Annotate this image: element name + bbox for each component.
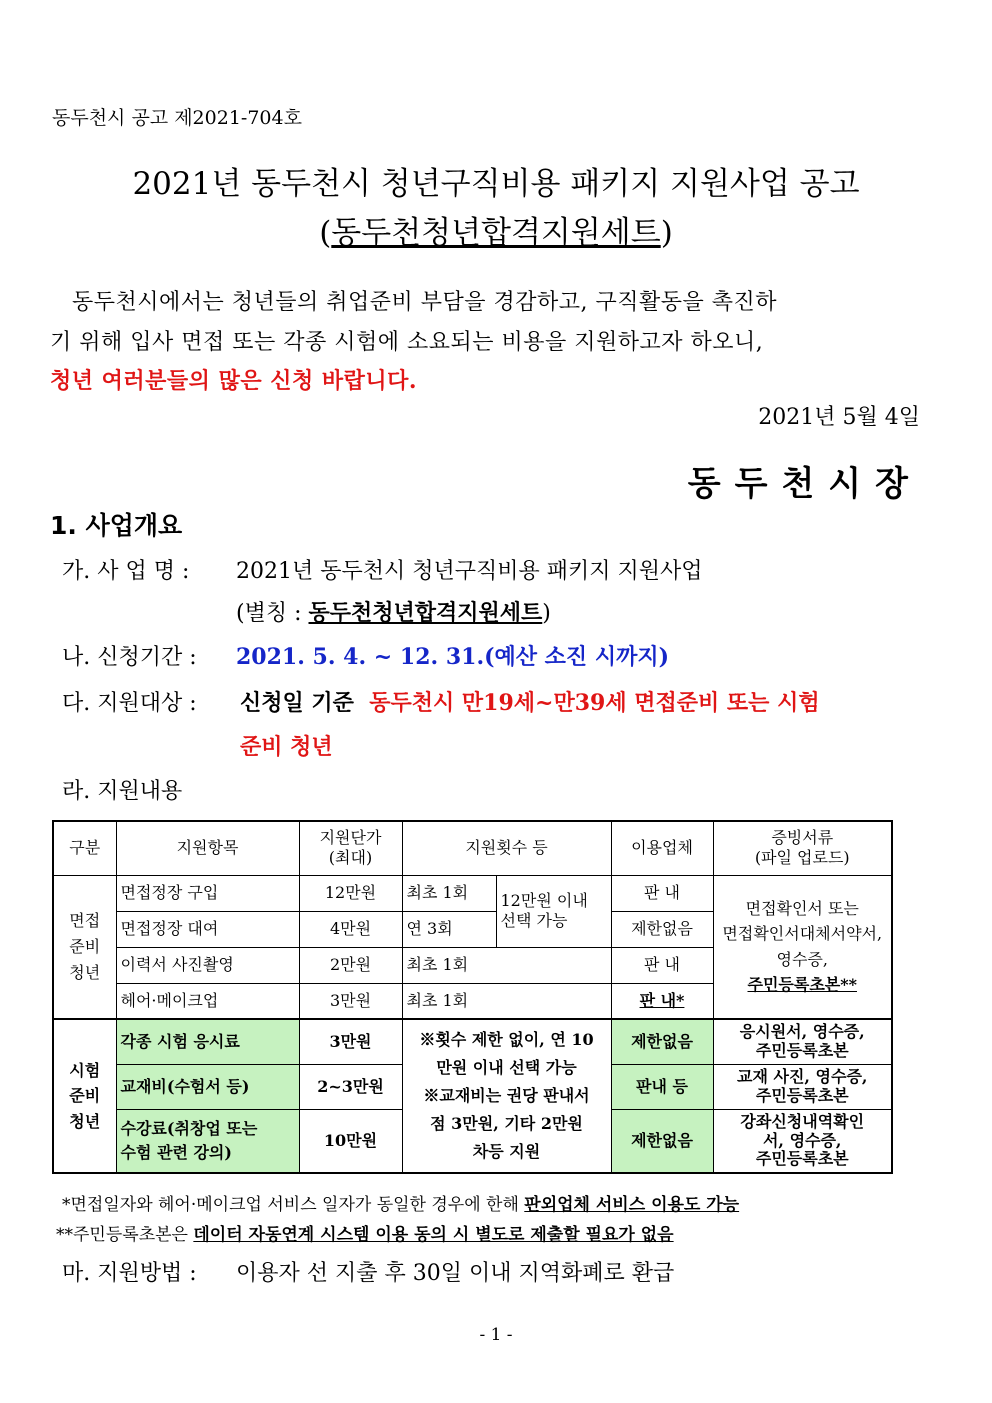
support-table (52, 820, 893, 1174)
row-price: 12만원 (299, 875, 402, 911)
header-price-line1: 지원단가 (319, 828, 382, 848)
row-count: 최초 1회 (402, 983, 611, 1019)
header-vendor: 이용업체 (611, 821, 713, 875)
group1-docs-line3: 영수증, (776, 949, 828, 969)
group1-docs-line2: 면접확인서대체서약서, (722, 924, 883, 944)
title-line-1: 2021년 동두천시 청년구직비용 패키지 지원사업 공고 (132, 166, 860, 202)
row-vendor: 판 내 (611, 875, 713, 911)
footnote-1-text: *면접일자와 헤어·메이크업 서비스 일자가 동일한 경우에 한해 (62, 1195, 525, 1215)
intro-line-2: 기 위해 입사 면접 또는 각종 시험에 소요되는 비용을 지원하고자 하오니, (50, 330, 764, 355)
row-vendor: 제한없음 (611, 1019, 713, 1064)
row-vendor: 제한없음 (611, 911, 713, 947)
row-vendor: 판 내* (611, 983, 713, 1019)
item-a-alias (236, 596, 551, 627)
footnote-2-text: **주민등록초본은 (56, 1225, 194, 1245)
intro-line-1: 동두천시에서는 청년들의 취업준비 부담을 경감하고, 구직활동을 촉진하 (72, 290, 778, 315)
footnote-1 (62, 1190, 739, 1215)
item-c-label: 다. 지원대상 : (62, 691, 197, 716)
group1-docs (713, 875, 892, 1019)
row-docs: 응시원서, 영수증, 주민등록초본 (713, 1019, 892, 1064)
group2-count-note-5: 차등 지원 (472, 1142, 541, 1161)
row-item: 면접정장 대여 (116, 911, 299, 947)
row-item: 면접정장 구입 (116, 875, 299, 911)
group1-category: 면접 준비 청년 (53, 875, 116, 1019)
section-1-heading: 1. 사업개요 (50, 511, 183, 540)
group2-category: 시험 준비 청년 (53, 1019, 116, 1173)
row-price: 2만원 (299, 947, 402, 983)
row-count: 최초 1회 (402, 947, 611, 983)
item-a-value: 2021년 동두천시 청년구직비용 패키지 지원사업 (236, 559, 703, 584)
header-docs-line2: (파일 업로드) (754, 848, 850, 868)
item-c-value (240, 686, 820, 717)
notice-number: 동두천시 공고 제2021-704호 (52, 107, 302, 129)
group2-count-note-4: 점 3만원, 기타 2만원 (430, 1114, 583, 1133)
row-item: 교재비(수험서 등) (116, 1064, 299, 1109)
row-price: 3만원 (299, 983, 402, 1019)
row-item: 이력서 사진촬영 (116, 947, 299, 983)
alias-open: (별칭 : (236, 601, 309, 626)
item-c-target: 동두천시 만19세~만39세 면접준비 또는 시험 (369, 690, 820, 716)
item-d-label: 라. 지원내용 (62, 779, 183, 804)
title-alias: 동두천청년합격지원세트 (331, 215, 661, 251)
row-vendor: 판 내 (611, 947, 713, 983)
row-vendor: 제한없음 (611, 1109, 713, 1173)
footnote-2-emphasis: 데이터 자동연계 시스템 이용 동의 시 별도로 제출할 필요가 없음 (193, 1225, 674, 1245)
row-price: 10만원 (299, 1109, 402, 1173)
row-price: 3만원 (299, 1019, 402, 1064)
row-vendor: 판내 등 (611, 1064, 713, 1109)
footnote-1-emphasis: 판외업체 서비스 이용도 가능 (524, 1195, 740, 1215)
footnote-2 (56, 1220, 674, 1245)
group1-count-note: 12만원 이내 선택 가능 (496, 875, 611, 947)
group2-count-note-1: ※횟수 제한 없이, 연 10 (419, 1030, 594, 1049)
notice-date: 2021년 5월 4일 (758, 405, 920, 430)
row-price: 2~3만원 (299, 1064, 402, 1109)
item-a-label: 가. 사 업 명 : (62, 559, 190, 584)
group1-docs-line4: 주민등록초본** (747, 975, 857, 995)
item-b-label: 나. 신청기간 : (62, 645, 197, 670)
item-b-value: 2021. 5. 4. ~ 12. 31.(예산 소진 시까지) (236, 644, 670, 670)
intro-line-3: 청년 여러분들의 많은 신청 바랍니다. (50, 368, 418, 394)
row-docs: 강좌신청내역확인 서, 영수증, 주민등록초본 (713, 1109, 892, 1173)
row-docs: 교재 사진, 영수증, 주민등록초본 (713, 1064, 892, 1109)
group1-docs-line1: 면접확인서 또는 (745, 898, 859, 918)
row-count: 최초 1회 (402, 875, 496, 911)
table-row (53, 875, 892, 911)
group2-count-note (402, 1019, 611, 1173)
alias-close: ) (542, 601, 551, 626)
table-header-row (53, 821, 892, 875)
row-item: 각종 시험 응시료 (116, 1019, 299, 1064)
title-close-paren: ) (660, 215, 673, 251)
header-docs-line1: 증빙서류 (771, 828, 834, 848)
header-count: 지원횟수 등 (402, 821, 611, 875)
table-row (53, 1019, 892, 1064)
page-number: - 1 - (479, 1325, 513, 1345)
header-docs (713, 821, 892, 875)
title-open-paren: ( (319, 215, 332, 251)
row-item: 헤어·메이크업 (116, 983, 299, 1019)
issuer: 동두천시장 (687, 464, 922, 504)
item-c-target-2: 준비 청년 (240, 734, 333, 760)
alias-value: 동두천청년합격지원세트 (308, 600, 543, 626)
row-price: 4만원 (299, 911, 402, 947)
header-price (299, 821, 402, 875)
group2-count-note-2: 만원 이내 선택 가능 (436, 1058, 577, 1077)
header-item: 지원항목 (116, 821, 299, 875)
item-e-value: 이용자 선 지출 후 30일 이내 지역화폐로 환급 (236, 1261, 675, 1286)
header-price-line2: (최대) (328, 848, 373, 868)
item-e-label: 마. 지원방법 : (62, 1261, 197, 1286)
row-count: 연 3회 (402, 911, 496, 947)
item-c-basis: 신청일 기준 (240, 690, 354, 716)
header-category: 구분 (53, 821, 116, 875)
group2-count-note-3: ※교재비는 권당 판내서 (423, 1086, 590, 1105)
title-line-2 (0, 207, 992, 252)
row-item: 수강료(취창업 또는 수험 관련 강의) (116, 1109, 299, 1173)
